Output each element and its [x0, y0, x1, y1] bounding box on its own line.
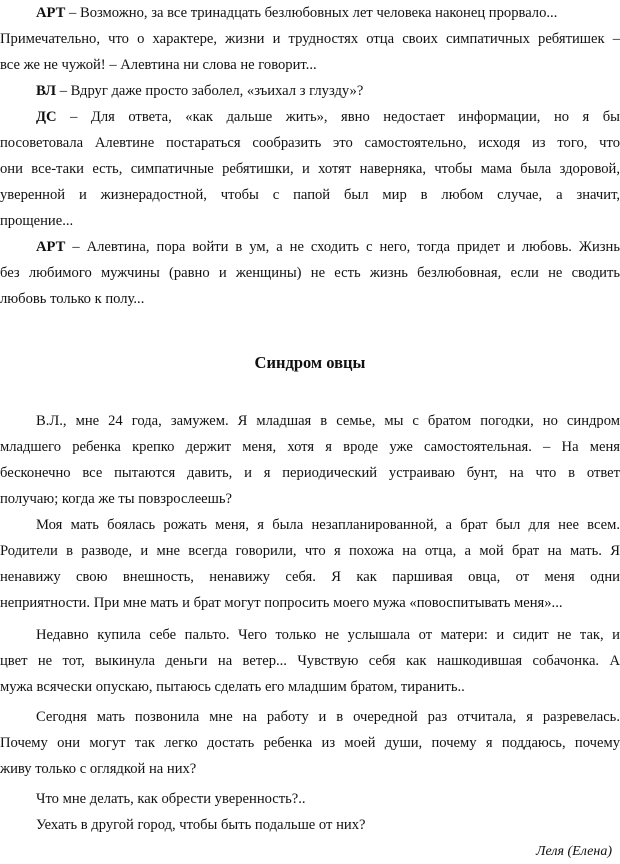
- letter-line: В.Л., мне 24 года, замужем. Я младшая в семье, мы с братом погодки, но синдром: [36, 413, 620, 429]
- section-title: Синдром овцы: [254, 353, 366, 372]
- dialogue-line: ВЛ – Вдруг даже просто заболел, «зъихал з глузду»?: [36, 83, 364, 99]
- dialogue-line: без любимого мужчины (равно и женщины) не есть жизнь безлюбовная, если не сводить: [0, 265, 620, 281]
- letter-line: цвет не тот, выкинула деньги на ветер... Чувствую себя как нашкодившая собачонка. А: [0, 653, 620, 669]
- speaker-label: АРТ: [36, 5, 66, 21]
- letter-line: неприятности. При мне мать и брат могут попросить моего мужа «повоспитывать меня»...: [0, 595, 563, 611]
- dialogue-line: посоветовала Алевтине постараться сообразить это самостоятельно, исходя из того, что: [0, 135, 620, 151]
- letter-line: Недавно купила себе пальто. Чего только не услышала от матери: и сидит не так, и: [36, 627, 620, 643]
- letter-line: бесконечно все пытаются давить, и я периодический устраиваю бунт, на что в ответ: [0, 465, 620, 481]
- letter-line: Моя мать боялась рожать меня, я была незапланированной, а брат был для нее всем.: [36, 517, 620, 533]
- dialogue-line: АРТ – Возможно, за все тринадцать безлюбовных лет человека наконец прорвало...: [36, 5, 558, 21]
- letter-line: Почему они могут так легко достать ребенка из моей души, почему я поддаюсь, почему: [0, 735, 620, 751]
- dialogue-line: они все-таки есть, симпатичные ребятишки, и хотят наверняка, чтобы мама была здоровой,: [0, 161, 620, 177]
- dialogue-line: любовь только к полу...: [0, 291, 145, 307]
- letter-line: получаю; когда же ты повзрослеешь?: [0, 491, 233, 507]
- letter-line: Уехать в другой город, чтобы быть подальше от них?: [36, 817, 366, 833]
- letter-line: младшего ребенка крепко держит меня, хотя я вроде уже самостоятельная. – На меня: [0, 439, 620, 455]
- letter-line: Сегодня мать позвонила мне на работу и в очередной раз отчитала, я разревелась.: [36, 709, 620, 725]
- letter-line: живу только с оглядкой на них?: [0, 761, 197, 777]
- letter-line: мужа всячески опускаю, пытаюсь сделать его младшим братом, тиранить..: [0, 679, 465, 695]
- speaker-label: ВЛ: [36, 83, 57, 99]
- letter-line: ненавижу свою внешность, ненавижу себя. Я как паршивая овца, от меня одни: [0, 569, 620, 585]
- speaker-label: АРТ: [36, 239, 66, 255]
- speaker-label: ДС: [36, 109, 57, 125]
- dialogue-line: уверенной и жизнерадостной, чтобы с папой был мир в любом случае, а значит,: [0, 187, 620, 203]
- letter-line: Родители в разводе, и мне всегда говорили, что я похожа на отца, а мой брат на мать. Я: [0, 543, 620, 559]
- dialogue-line: прощение...: [0, 213, 74, 229]
- letter-line: Что мне делать, как обрести уверенность?..: [36, 791, 306, 807]
- dialogue-line: АРТ – Алевтина, пора войти в ум, а не сходить с него, тогда придет и любовь. Жизнь: [36, 239, 620, 255]
- dialogue-line: ДС – Для ответа, «как дальше жить», явно недостает информации, но я бы: [36, 109, 620, 125]
- signature: Леля (Елена): [536, 844, 612, 859]
- dialogue-line: все же не чужой! – Алевтина ни слова не говорит...: [0, 57, 317, 73]
- dialogue-line: Примечательно, что о характере, жизни и трудностях отца своих симпатичных ребятишек –: [0, 31, 620, 47]
